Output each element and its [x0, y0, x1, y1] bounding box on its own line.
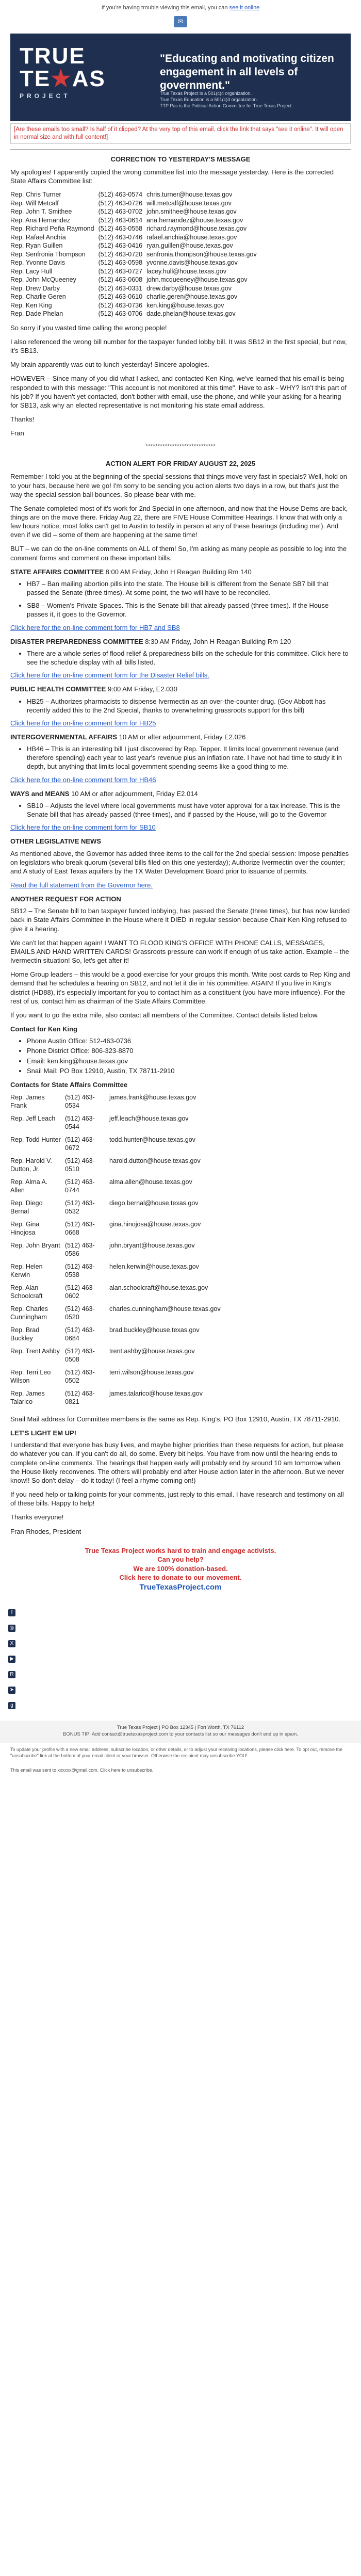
sac-phone: (512) 463-0508: [65, 1347, 95, 1364]
rep-name: Rep. John McQueeney: [10, 276, 76, 284]
banner-fineprint: [160, 90, 335, 109]
rep-phone: (512) 463-0574: [98, 191, 143, 199]
contact-king-list: [10, 1036, 351, 1075]
committee-bills: [10, 801, 351, 819]
sac-name: Rep. Diego Bernal: [10, 1199, 43, 1216]
bill-item: • SB8 – Women's Private Spaces. This is the Senate bill that already passed (three times). If the House passes it, it goes to the Governor.: [27, 601, 351, 619]
sac-row: [10, 1135, 224, 1156]
committee-heading: [10, 733, 351, 741]
sac-name: Rep. James Frank: [10, 1093, 45, 1110]
size-warning-box: [Are these emails too small? Is half of it clipped? At the very top of this email, click the link that says "see it online". It will open in normal size and with full content!]: [10, 123, 351, 144]
sac-email[interactable]: james.frank@house.texas.gov: [109, 1093, 196, 1101]
website-link[interactable]: TrueTexasProject.com: [139, 1582, 222, 1592]
closing-p3: If you need help or talking points for your comments, just reply to this email. I have research and testimony on all of these bills. Happy to help!: [10, 1490, 344, 1508]
bill-item: • HB46 – This is an interesting bill I just discovered by Rep. Tepper. It limits local government revenue (and therefore spending) each year to last year's revenue plus an inflation rate. I have not had time to study it in depth, but anything that limits local government spending seems like a good thing to me.: [27, 744, 351, 771]
sac-phone: (512) 463-0668: [65, 1220, 95, 1237]
rep-name: Rep. Chris Turner: [10, 191, 61, 199]
committees-section: [10, 568, 351, 832]
rep-row: [10, 241, 261, 250]
sac-phone: (512) 463-0534: [65, 1093, 95, 1110]
comment-form-link[interactable]: Click here for the on-line comment form for HB7 and SB8: [10, 623, 180, 631]
committee-name: INTERGOVERNMENTAL AFFAIRS: [10, 733, 118, 741]
fineprint-2: True Texas Education is a 501(c)3 organization.: [160, 96, 258, 102]
committee-name: WAYS and MEANS: [10, 789, 70, 798]
sac-phone: (512) 463-0538: [65, 1262, 95, 1279]
rep-phone: (512) 463-0706: [98, 310, 143, 318]
sac-email[interactable]: jeff.leach@house.texas.gov: [109, 1114, 189, 1122]
sac-row: [10, 1325, 224, 1346]
rep-phone: (512) 463-0608: [98, 276, 143, 284]
rep-name: Rep. Drew Darby: [10, 284, 60, 292]
rumble-icon[interactable]: R: [8, 1671, 15, 1678]
rep-email[interactable]: richard.raymond@house.texas.gov: [146, 225, 247, 233]
sac-row: [10, 1346, 224, 1367]
donate-link[interactable]: Click here to donate to our movement.: [119, 1574, 242, 1582]
rep-phone: (512) 463-0331: [98, 284, 143, 292]
correction-thanks: Thanks!: [10, 415, 35, 424]
stars-divider: *****************************: [145, 443, 216, 450]
closing-p2: I understand that everyone has busy lives, and maybe higher priorities than these requests for action, but please do whatever you can. If you can't do all, do some. Every bit helps. You have from now until the hearing ends to complete on-line comments. The hearings that happen early will probably end by around 10 am tomorrow when the House likely reconvenes. The others will probably end after House action later in the afternoon. But we never know!! So don't delay – do it today! (I feel a rhyme coming on!): [10, 1441, 344, 1484]
view-online-notice: [0, 0, 361, 15]
sac-name: Rep. Helen Kerwin: [10, 1262, 43, 1279]
telegram-icon[interactable]: ➤: [8, 1687, 15, 1694]
sac-phone: (512) 463-0532: [65, 1199, 95, 1216]
rep-name: Rep. Rafael Anchía: [10, 233, 66, 241]
bill-item: • HB25 – Authorizes pharmacists to dispense Ivermectin as an over-the-counter drug. (Gov Abbott has recently added this to the 2nd Special, thanks to overwhelming grassroots support for this bill): [27, 697, 351, 715]
instagram-icon[interactable]: ◎: [8, 1625, 15, 1632]
banner-tagline: "Educating and motivating citizen engagement in all levels of government.": [160, 52, 334, 91]
committee-time: 10 AM or after adjournment, Friday E2.014: [71, 789, 198, 798]
rep-phone: (512) 463-0746: [98, 233, 143, 241]
committee-time: 9:00 AM Friday, E2.030: [107, 685, 177, 693]
rep-row: [10, 293, 261, 301]
rep-row: [10, 207, 261, 216]
rep-email[interactable]: chris.turner@house.texas.gov: [146, 191, 233, 199]
another-p4: If you want to go the extra mile, also contact all members of the Committee. Contact details listed below.: [10, 1011, 319, 1019]
sac-email[interactable]: james.talarico@house.texas.gov: [109, 1389, 203, 1397]
committee-heading: [10, 685, 351, 693]
promo-line1: True Texas Project works hard to train and engage activists.: [85, 1546, 276, 1554]
comment-form-link[interactable]: Click here for the on-line comment form for HB25: [10, 719, 156, 727]
rep-name: Rep. Richard Peña Raymond: [10, 225, 94, 233]
committee-bills: [10, 579, 351, 619]
footer-bonus-tip: BONUS TIP: Add contact@truetexasproject.com to your contacts list so our messages don't end up in spam.: [63, 1731, 298, 1737]
committee-time: 10 AM or after adjournment, Friday E2.026: [119, 733, 246, 741]
sac-name: Rep. Alma A. Allen: [10, 1178, 48, 1194]
correction-p2: I also referenced the wrong bill number for the taxpayer funded lobby bill. It was SB12 in the first special, but now, it's SB13.: [10, 337, 347, 355]
rep-email[interactable]: john.mcqueeney@house.texas.gov: [146, 276, 248, 284]
rep-email[interactable]: will.metcalf@house.texas.gov: [146, 199, 232, 207]
rep-name: Rep. Ken King: [10, 301, 52, 309]
another-p3: Home Group leaders – this would be a good exercise for your groups this month. Write post cards to Rep King and demand that he schedules a hearing on SB12, and not let it die in his committee. AGAIN! If you live in King's district (HD88), it's especially important for you to contact him as a constituent (you have more influence). For the rest of us, contact him as chairman of the State Affairs Committee.: [10, 970, 350, 1005]
committee-heading: [10, 789, 351, 798]
see-online-link[interactable]: see it online: [229, 5, 260, 11]
committee-bills: [10, 744, 351, 771]
committee-heading: [10, 637, 351, 646]
rep-row: [10, 258, 261, 267]
sac-row: [10, 1283, 224, 1304]
correction-p4: HOWEVER – Since many of you did what I asked, and contacted Ken King, we've learned that his email is being responded to with this message: "This account is not monitored at this time". Have to ask - WHY? Isn't this part of his job? If you haven't yet contacted, don't bother with email, use the phone, and while your asking for a hearing for SB13, ask why an elected representative is not monitoring his state email address.: [10, 375, 347, 409]
king-contact-item: • Snail Mail: PO Box 12910, Austin, TX 78711-2910: [27, 1066, 351, 1075]
sac-name: Rep. Brad Buckley: [10, 1326, 40, 1342]
footer-address: True Texas Project | PO Box 12345 | Fort Worth, TX 76112: [117, 1725, 244, 1731]
other-news-heading: OTHER LEGISLATIVE NEWS: [10, 837, 101, 846]
sac-row: [10, 1388, 224, 1409]
sac-name: Rep. Trent Ashby: [10, 1347, 60, 1355]
rep-email[interactable]: drew.darby@house.texas.gov: [146, 284, 232, 292]
other-news-text: As mentioned above, the Governor has added three items to the call for the 2nd special session: Impose penalties on legislators who break quorum (several bills filed on this one yesterday); Authorize Ivermectin over the counter; and A study of East Texas aquifers by the TX Water Development Board prior to issuance of permits.: [10, 849, 349, 875]
rep-name: Rep. Will Metcalf: [10, 199, 59, 207]
donation-promo: [10, 1546, 351, 1593]
sac-phone: (512) 463-0544: [65, 1114, 95, 1131]
true-texas-logo: [20, 45, 106, 101]
rep-name: Rep. John T. Smithee: [10, 208, 72, 216]
sac-phone: (512) 463-0744: [65, 1178, 95, 1194]
alert-p3: BUT – we can do the on-line comments on ALL of them! So, I'm asking as many people as possible to log into the comment forms and comment on these important bills.: [10, 545, 347, 562]
alert-p1: Remember I told you at the beginning of the special sessions that things move very fast in specials? Well, hold on to your hats, because here we go! I'm sorry to be sending you action alerts two days in a row, but that's just the way the special session ball bounces. So please bear with me.: [10, 473, 348, 498]
rep-row: [10, 276, 261, 284]
sac-name: Rep. Gina Hinojosa: [10, 1220, 40, 1237]
rep-phone: (512) 463-0558: [98, 225, 143, 233]
sac-row: [10, 1240, 224, 1261]
committee-time: 8:30 AM Friday, John H Reagan Building Rm 120: [145, 637, 291, 645]
envelope-share-icon[interactable]: ✉: [174, 16, 187, 27]
sac-email[interactable]: gina.hinojosa@house.texas.gov: [109, 1220, 201, 1228]
rep-phone: (512) 463-0720: [98, 250, 143, 258]
promo-line3: We are 100% donation-based.: [133, 1564, 228, 1573]
rep-row: [10, 233, 261, 242]
closing-p1: Snail Mail address for Committee members is the same as Rep. King's, PO Box 12910, Austin, TX 78711-2910.: [10, 1415, 341, 1423]
closing-thanks: Thanks everyone!: [10, 1513, 64, 1521]
sac-row: [10, 1261, 224, 1283]
correction-signoff: Fran: [10, 429, 24, 438]
rep-email[interactable]: ken.king@house.texas.gov: [146, 301, 224, 309]
sac-name: Rep. Todd Hunter: [10, 1136, 61, 1143]
rep-phone: (512) 463-0736: [98, 301, 143, 309]
rep-row: [10, 310, 261, 318]
contact-king-heading: Contact for Ken King: [10, 1025, 77, 1033]
alert-p2: The Senate completed most of it's work for 2nd Special in one afternoon, and now that the House Dems are back, things are on the move there. Friday Aug 22, there are FIVE House Committee Hearings. I know that with only a few hours notice, most folks can't get to Austin to testify in person at any of these hearings (including me!). And even if we did – some of them are happening at the same time!: [10, 504, 348, 539]
unsubscribe-notice[interactable]: To update your profile with a new email address, subscribe location, or other details, or to adjust your receiving locations, please click here. To opt out, remove the "unsubscribe" link at the bottom of your email client or your browser. Otherwise the recipient may unsubscribe YOU!: [10, 1747, 343, 1759]
share-row: [0, 15, 361, 34]
sac-phone: (512) 463-0502: [65, 1368, 95, 1385]
view-online-text: If you're having trouble viewing this email, you can: [101, 5, 228, 11]
committee-heading: [10, 568, 351, 576]
rep-row: [10, 190, 261, 199]
rep-row: [10, 267, 261, 276]
sac-phone: (512) 463-0821: [65, 1389, 95, 1406]
correction-title: CORRECTION TO YESTERDAY'S MESSAGE: [110, 155, 251, 163]
committee-bills: [10, 697, 351, 715]
sac-contacts-heading: Contacts for State Affairs Committee: [10, 1080, 128, 1089]
sac-name: Rep. Terri Leo Wilson: [10, 1368, 51, 1385]
header-banner: [10, 34, 351, 121]
sac-row: [10, 1304, 224, 1325]
rep-phone: (512) 463-0727: [98, 267, 143, 275]
sac-phone: (512) 463-0586: [65, 1241, 95, 1258]
rep-email[interactable]: senfronia.thompson@house.texas.gov: [146, 250, 257, 258]
correction-p1: So sorry if you wasted time calling the wrong people!: [10, 323, 167, 332]
correction-p3: My brain apparently was out to lunch yesterday! Sincere apologies.: [10, 361, 209, 369]
sac-phone: (512) 463-0672: [65, 1136, 95, 1152]
comment-form-link[interactable]: Click here for the on-line comment form for the Disaster Relief bills.: [10, 671, 209, 679]
king-contact-item: • Phone District Office: 806-323-8870: [27, 1046, 351, 1055]
sac-name: Rep. John Bryant: [10, 1241, 60, 1249]
sac-row: [10, 1113, 224, 1135]
comment-form-link[interactable]: Click here for the on-line comment form for HB46: [10, 775, 156, 784]
sac-email[interactable]: diego.bernal@house.texas.gov: [109, 1199, 199, 1207]
sac-email[interactable]: helen.kerwin@house.texas.gov: [109, 1262, 199, 1270]
sac-email[interactable]: harold.dutton@house.texas.gov: [109, 1157, 201, 1164]
sac-row: [10, 1156, 224, 1177]
committee-name: DISASTER PREPAREDNESS COMMITTEE: [10, 637, 143, 645]
sac-contacts-table: [10, 1092, 224, 1409]
sac-email[interactable]: john.bryant@house.texas.gov: [109, 1241, 195, 1249]
sac-email[interactable]: alma.allen@house.texas.gov: [109, 1178, 192, 1186]
light-em-up-heading: LET'S LIGHT EM UP!: [10, 1429, 77, 1437]
logo-word-project: PROJECT: [20, 92, 71, 100]
promo-line2: Can you help?: [157, 1556, 204, 1564]
gab-icon[interactable]: g: [8, 1702, 15, 1709]
rep-email[interactable]: yvonne.davis@house.texas.gov: [146, 259, 238, 267]
committee-time: 8:00 AM Friday, John H Reagan Building Rm 140: [105, 568, 252, 576]
rep-email[interactable]: lacey.hull@house.texas.gov: [146, 267, 226, 275]
governor-statement-link[interactable]: Read the full statement from the Governor here.: [10, 881, 153, 889]
logo-word-true: TRUE: [20, 43, 86, 69]
sac-name: Rep. James Talarico: [10, 1389, 45, 1406]
sac-email[interactable]: brad.buckley@house.texas.gov: [109, 1326, 200, 1334]
rep-row: [10, 284, 261, 293]
rep-phone: (512) 463-0416: [98, 242, 143, 250]
closing-signature: Fran Rhodes, President: [10, 1527, 81, 1535]
rep-name: Rep. Dade Phelan: [10, 310, 63, 318]
rep-email[interactable]: dade.phelan@house.texas.gov: [146, 310, 236, 318]
rep-name: Rep. Charlie Geren: [10, 293, 66, 301]
rep-email[interactable]: rafael.anchia@house.texas.gov: [146, 233, 237, 241]
bill-item: • SB10 – Adjusts the level where local governments must have voter approval for a tax increase. This is the Senate bill that has already passed (three times), and if passed by the House, will go to the Governor: [27, 801, 351, 819]
rep-name: Rep. Senfronia Thompson: [10, 250, 86, 258]
alert-title: ACTION ALERT FOR FRIDAY AUGUST 22, 2025: [105, 460, 256, 468]
sac-email[interactable]: charles.cunningham@house.texas.gov: [109, 1305, 221, 1313]
rep-name: Rep. Ryan Guillen: [10, 242, 63, 250]
sac-row: [10, 1219, 224, 1240]
another-request-heading: ANOTHER REQUEST FOR ACTION: [10, 895, 121, 903]
rep-phone: (512) 463-0614: [98, 216, 143, 224]
footer-bar: [0, 1721, 361, 1743]
rep-name: Rep. Ana Hernandez: [10, 216, 71, 224]
sac-name: Rep. Harold V. Dutton, Jr.: [10, 1157, 52, 1173]
rep-email[interactable]: john.smithee@house.texas.gov: [146, 208, 237, 216]
sent-to-notice[interactable]: This email was sent to xxxxxx@gmail.com. Click here to unsubscribe.: [10, 1767, 154, 1773]
youtube-icon[interactable]: ▶: [8, 1656, 15, 1663]
rep-row: [10, 301, 261, 310]
logo-word-texas: TE★AS: [20, 66, 106, 91]
rep-row: [10, 216, 261, 225]
sac-row: [10, 1367, 224, 1388]
committee-name: STATE AFFAIRS COMMITTEE: [10, 568, 104, 576]
rep-row: [10, 199, 261, 208]
sac-email[interactable]: alan.schoolcraft@house.texas.gov: [109, 1284, 208, 1291]
sac-phone: (512) 463-0684: [65, 1326, 95, 1342]
fineprint-1: True Texas Project is a 501(c)4 organization.: [160, 90, 252, 96]
rep-row: [10, 250, 261, 259]
rep-phone: (512) 463-0702: [98, 208, 143, 216]
x-icon[interactable]: X: [8, 1640, 15, 1647]
sac-name: Rep. Alan Schoolcraft: [10, 1284, 43, 1300]
rep-phone: (512) 463-0610: [98, 293, 143, 301]
sac-phone: (512) 463-0510: [65, 1157, 95, 1173]
rep-email[interactable]: ryan.guillen@house.texas.gov: [146, 242, 233, 250]
king-contact-item[interactable]: • Email: ken.king@house.texas.gov: [27, 1057, 351, 1065]
rep-name: Rep. Lacy Hull: [10, 267, 53, 275]
sac-row: [10, 1177, 224, 1198]
sac-row: [10, 1198, 224, 1219]
bill-item: • There are a whole series of flood relief & preparedness bills on the schedule for this committee. Click here to see the schedule display with all bills listed.: [27, 649, 351, 667]
facebook-icon[interactable]: f: [8, 1609, 15, 1616]
another-p1: SB12 – The Senate bill to ban taxpayer funded lobbying, has passed the Senate (three times), but has now landed back in State Affairs Committee in the House where it DIED in regular session because Chair Ken King refused to give it a hearing.: [10, 907, 350, 933]
committee-name: PUBLIC HEALTH COMMITTEE: [10, 685, 106, 693]
rep-row: [10, 224, 261, 233]
comment-form-link[interactable]: Click here for the on-line comment form for SB10: [10, 823, 156, 832]
sac-name: Rep. Charles Cunningham: [10, 1305, 48, 1321]
rep-email[interactable]: charlie.geren@house.texas.gov: [146, 293, 238, 301]
correction-reps-table: [10, 190, 261, 318]
sac-email[interactable]: terri.wilson@house.texas.gov: [109, 1368, 194, 1376]
sac-email[interactable]: trent.ashby@house.texas.gov: [109, 1347, 195, 1355]
committee-bills: [10, 649, 351, 667]
sac-phone: (512) 463-0520: [65, 1305, 95, 1321]
social-icons: [0, 1598, 361, 1721]
rep-email[interactable]: ana.hernandez@house.texas.gov: [146, 216, 243, 224]
sac-email[interactable]: todd.hunter@house.texas.gov: [109, 1136, 195, 1143]
rep-name: Rep. Yvonne Davis: [10, 259, 65, 267]
sac-phone: (512) 463-0602: [65, 1284, 95, 1300]
rep-phone: (512) 463-0726: [98, 199, 143, 207]
correction-intro: My apologies! I apparently copied the wrong committee list into the message yesterday. Here is the corrected State Affairs Committee list:: [10, 168, 334, 185]
rep-phone: (512) 463-0598: [98, 259, 143, 267]
fineprint-3: TTP Pac is the Political Action Committee for True Texas Project.: [160, 103, 293, 108]
sac-row: [10, 1092, 224, 1113]
sac-name: Rep. Jeff Leach: [10, 1114, 56, 1122]
another-p2: We can't let that happen again! I WANT TO FLOOD KING'S OFFICE WITH PHONE CALLS, MESSAGES, EMAILS AND HAND WRITTEN CARDS! Grassroots pressure can work if enough of us take action. Example – the Ivermectin situation! So, let's get after it!: [10, 938, 349, 965]
bill-item: • HB7 – Ban mailing abortion pills into the state. The House bill is different from the Senate SB7 bill that passed the Senate (three times). At some point, the two will have to be reconciled.: [27, 579, 351, 597]
king-contact-item: • Phone Austin Office: 512-463-0736: [27, 1036, 351, 1045]
